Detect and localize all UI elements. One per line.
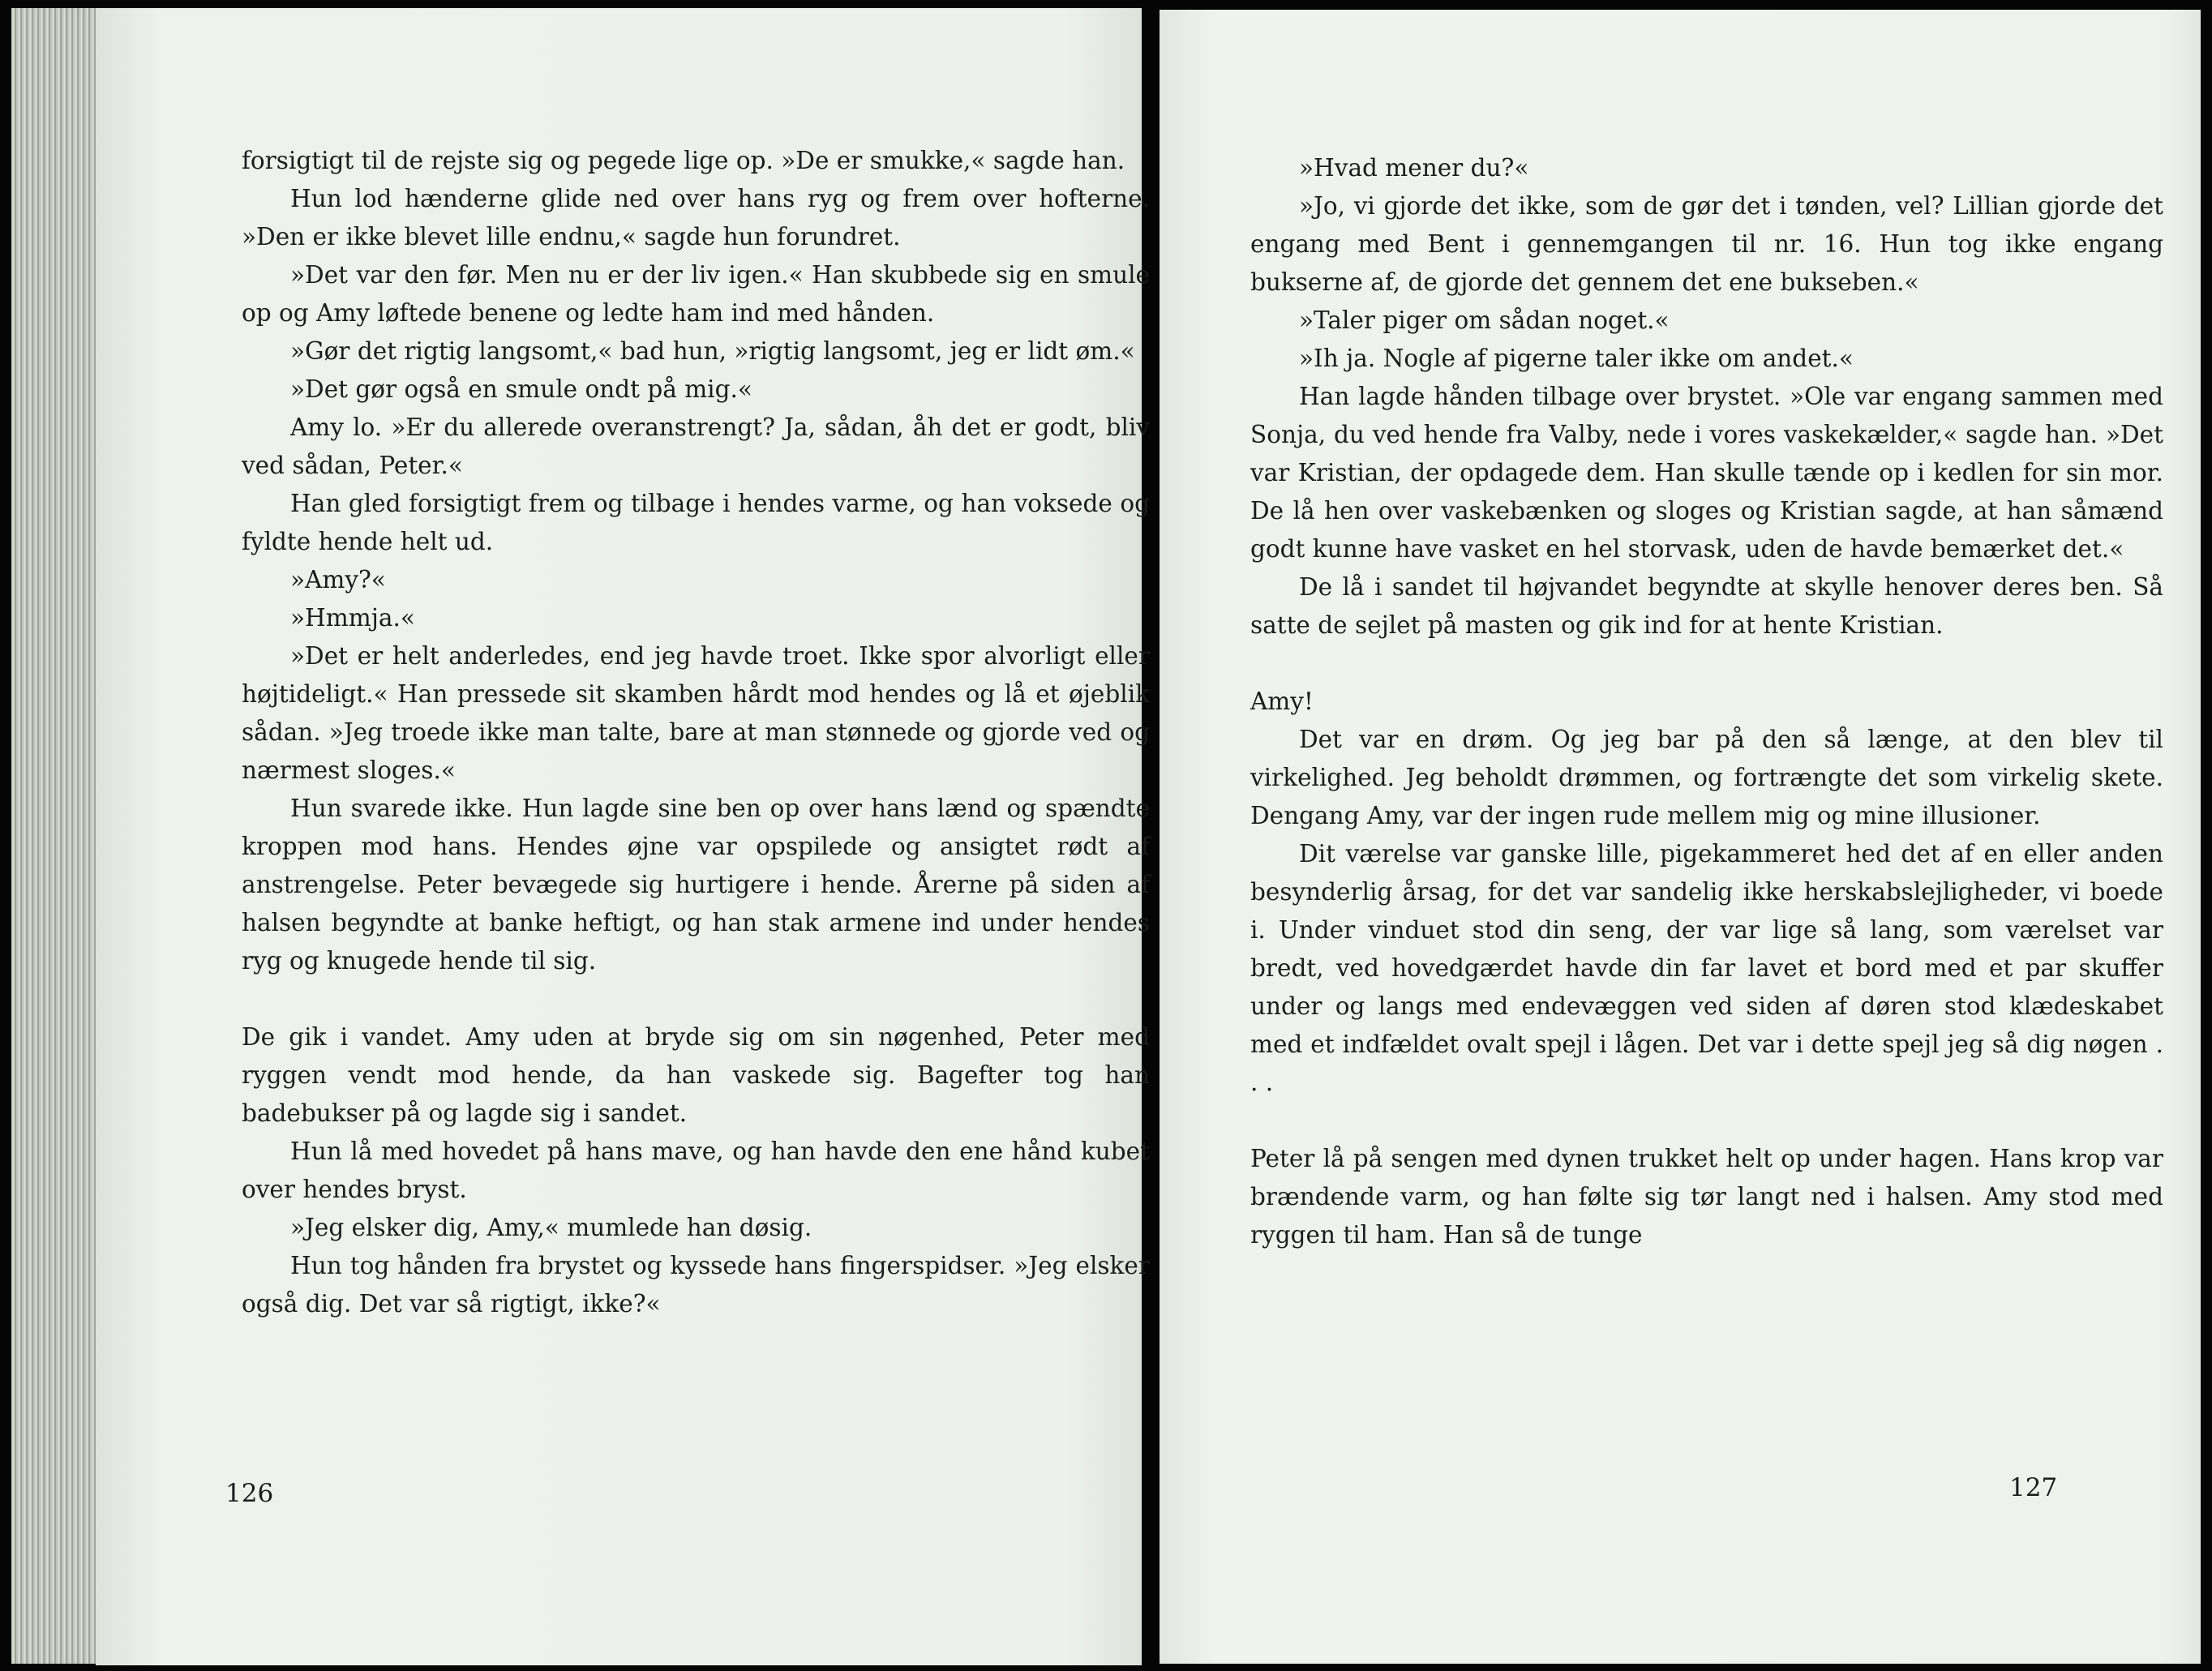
paragraph: De lå i sandet til højvandet begyndte at skylle henover deres ben. Så satte de sejlet på masten og gik ind for at hente Kristian. [1250, 573, 2163, 639]
paragraph: Han gled forsigtigt frem og tilbage i hendes varme, og han voksede og fyldte hende helt ud. [242, 490, 1150, 555]
paragraph: »Jeg elsker dig, Amy,« mumlede han døsig. [290, 1214, 812, 1241]
paragraph: Han lagde hånden tilbage over brystet. »Ole var engang sammen med Sonja, du ved hende fra Valby, nede i vores vaskekælder,« sagde han. »Det var Kristian, der opdagede dem. Han skulle tænde op i kedlen for sin mor. De lå hen over vaskebænken og sloges og Kristian sagde, at han såmænd godt kunne have vasket en hel storvask, uden de havde bemærket det.« [1250, 383, 2163, 563]
paragraph: »Taler piger om sådan noget.« [1299, 306, 1670, 334]
paragraph: Hun svarede ikke. Hun lagde sine ben op over hans lænd og spændte kroppen mod hans. Hendes øjne var opspilede og ansigtet rødt af anstrengelse. Peter bevægede sig hurtigere i hende. Årerne på siden af halsen begyndte at banke heftigt, og han stak armene ind under hendes ryg og knugede hende til sig. [242, 795, 1150, 975]
left-page-text [242, 142, 1150, 1323]
paragraph: »Ih ja. Nogle af pigerne taler ikke om andet.« [1299, 345, 1854, 372]
paragraph: Amy lo. »Er du allerede overanstrengt? Ja, sådan, åh det er godt, bliv ved sådan, Peter.« [242, 413, 1150, 479]
left-page [96, 8, 1150, 1665]
paragraph: Hun lå med hovedet på hans mave, og han havde den ene hånd kubet over hendes bryst. [242, 1138, 1150, 1203]
paragraph: »Amy?« [290, 566, 386, 593]
paragraph: »Det var den før. Men nu er der liv igen.« Han skubbede sig en smule op og Amy løftede benene og ledte ham ind med hånden. [242, 261, 1150, 327]
paragraph: Dit værelse var ganske lille, pigekammeret hed det af en eller anden besynderlig årsag, for det var sandelig ikke herskabslejligheder, vi boede i. Under vinduet stod din seng, der var lige så lang, som værelset var bredt, ved hovedgærdet havde din far lavet et bord med et par skuffer under og langs med endevæggen ved siden af døren stod klædeskabet med et indfældet ovalt spejl i lågen. Det var i dette spejl jeg så dig nøgen . . . [1250, 840, 2163, 1096]
page-number: 126 [225, 1479, 274, 1508]
paragraph: forsigtigt til de rejste sig og pegede lige op. »De er smukke,« sagde han. [242, 147, 1125, 174]
paragraph: »Hvad mener du?« [1299, 154, 1529, 182]
right-page-text [1250, 149, 2163, 1254]
paragraph: »Det gør også en smule ondt på mig.« [290, 375, 752, 403]
right-page: »Hvad mener du?« »Jo, vi gjorde det ikke, som de gør det i tønden, vel? Lillian gjorde det engang med Bent i gennemgangen til nr. 16. Hun tog ikke engang bukserne af, de gjorde det gennem det ene bukseben.« »Taler piger om sådan noget.« »Ih ja. Nogle af pigerne taler ikke om andet.« Han lagde hånden tilbage over brystet. »Ole var engang sammen med Sonja, du ved hende fra Valby, nede i vores vaskekælder,« sagde han. »Det var Kristian, der opdagede dem. Han skulle tænde op i kedlen for sin mor. De lå hen over vaskebænken og sloges og Kristian sagde, at han såmænd godt kunne have vasket en hel storvask, uden de havde bemærket det.« De lå i sandet til højvandet begyndte at skylle henover deres ben. Så satte de sejlet på masten og gik ind for at hente Kristian. Amy! Det var en drøm. Og jeg bar på den så længe, at den blev til virkelighed. Jeg beholdt drømmen, og fortrængte det som virkelig skete. Dengang Amy, var der ingen rude mellem mig og mine illusioner. Dit værelse var ganske lille, pigekammeret hed det af en eller anden besynderlig årsag, for det var sandelig ikke herskabslejligheder, vi boede i. Under vinduet stod din seng, der var lige så lang, som værelset var bredt, ved hovedgærdet havde din far lavet et bord med et par skuffer under og langs med endevæggen ved siden af døren stod klædeskabet med et indfældet ovalt spejl i lågen. Det var i dette spejl jeg så dig nøgen . . . Peter lå på sengen med dynen trukket helt op under hagen. Hans krop var brændende varm, og han følte sig tør langt ned i halsen. Amy stod med ryggen til ham. Han så de tunge 127 [1160, 10, 2201, 1664]
paragraph: Peter lå på sengen med dynen trukket helt op under hagen. Hans krop var brændende varm, og han følte sig tør langt ned i halsen. Amy stod med ryggen til ham. Han så de tunge [1250, 1145, 2163, 1249]
paragraph: Hun tog hånden fra brystet og kyssede hans fingerspidser. »Jeg elsker også dig. Det var så rigtigt, ikke?« [242, 1252, 1150, 1318]
paragraph: »Det er helt anderledes, end jeg havde troet. Ikke spor alvorligt eller højtideligt.« Han pressede sit skamben hårdt mod hendes og lå et øjeblik sådan. »Jeg troede ikke man talte, bare at man stønnede og gjorde ved og nærmest sloges.« [242, 642, 1150, 784]
paragraph: »Jo, vi gjorde det ikke, som de gør det i tønden, vel? Lillian gjorde det engang med Bent i gennemgangen til nr. 16. Hun tog ikke engang bukserne af, de gjorde det gennem det ene bukseben.« [1250, 192, 2163, 296]
page-edges [11, 8, 99, 1664]
paragraph: Amy! [1250, 688, 1314, 715]
paragraph: »Hmmja.« [290, 604, 415, 632]
paragraph: »Gør det rigtig langsomt,« bad hun, »rigtig langsomt, jeg er lidt øm.« [290, 337, 1135, 365]
paragraph: Hun lod hænderne glide ned over hans ryg og frem over hofterne. »Den er ikke blevet lille endnu,« sagde hun forundret. [242, 185, 1150, 251]
paragraph: De gik i vandet. Amy uden at bryde sig om sin nøgenhed, Peter med ryggen vendt mod hende, da han vaskede sig. Bagefter tog han badebukser på og lagde sig i sandet. [242, 1023, 1150, 1127]
paragraph: Det var en drøm. Og jeg bar på den så længe, at den blev til virkelighed. Jeg beholdt drømmen, og fortrængte det som virkelig skete. Dengang Amy, var der ingen rude mellem mig og mine illusioner. [1250, 726, 2163, 829]
